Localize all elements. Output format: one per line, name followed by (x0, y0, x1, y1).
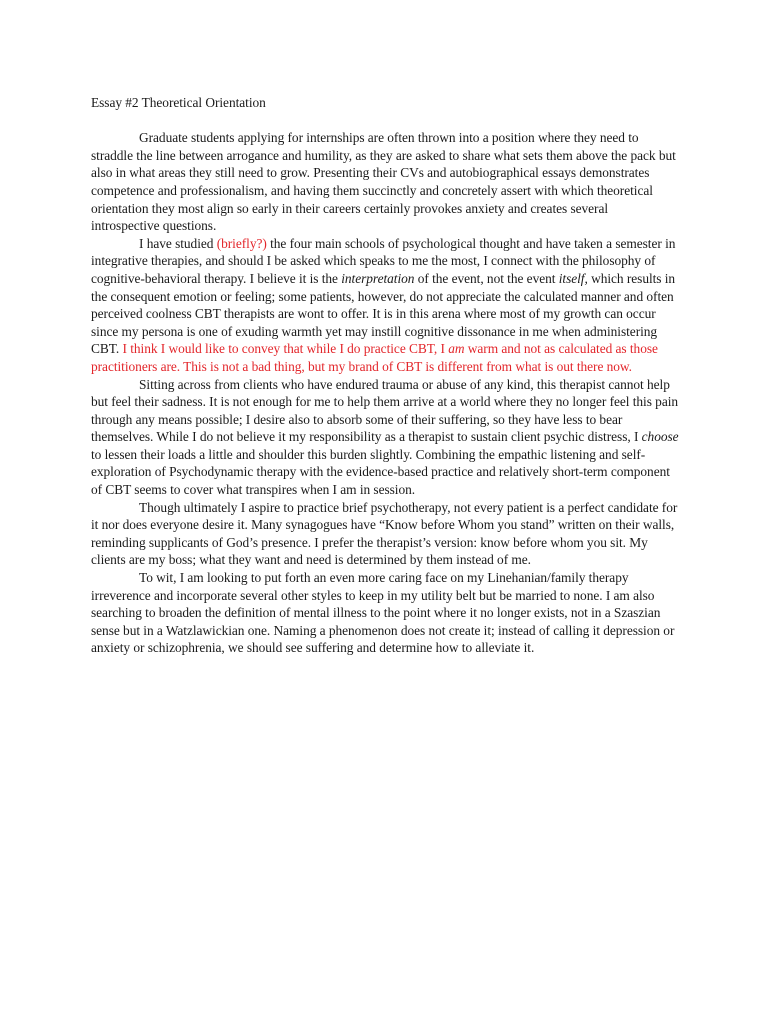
emphasis-itself: itself, (558, 270, 588, 286)
emphasis-choose: choose (641, 429, 679, 445)
paragraph-4: Though ultimately I aspire to practice brief psychotherapy, not every patient is a perfect candidate for it nor does everyone desire it. Many synagogues have “Know before Whom you stand” written on their walls, reminding supplicants of God’s presence. I prefer the therapist’s version: know before whom you sit. My clients are my boss; what they want and need is determined by them instead of me. (91, 499, 678, 568)
paragraph-3-text: Sitting across from clients who have endured trauma or abuse of any kind, this therapist cannot help but feel their sadness. It is not enough for me to help them arrive at a world where they no longer feel this pain through any means possible; I desire also to absorb some of their suffering, so they have less to bear themselves. While I do not believe it my responsibility as a therapist to sustain client psychic distress, I (91, 376, 679, 445)
paragraph-5: To wit, I am looking to put forth an even more caring face on my Linehanian/family therapy irreverence and incorporate several other styles to keep in my utility belt but be married to none. I am also searching to broaden the definition of mental illness to the point where it no longer exists, not in a Szaszian sense but in a Watzlawickian one. Naming a phenomenon does not create it; instead of calling it depression or anxiety or schizophrenia, we should see suffering and determine how to alleviate it. (91, 570, 675, 656)
paragraph-2 (91, 235, 679, 376)
red-emphasis-am: am (448, 341, 465, 357)
red-comment-text: warm and not as calculated as those practitioners are. This is not a bad thing, but my brand of CBT is different from what is out there now. (91, 341, 658, 374)
paragraph-2-text: the four main schools of psychological thought and have taken a semester in integrative therapies, and should I be asked which speaks to me the most, I connect with the philosophy of cognitive-behavioral therapy. I believe it is the (91, 235, 676, 286)
paragraph-2-text: of the event, not the event (414, 270, 559, 286)
essay-body (91, 94, 679, 657)
paragraph-3-text: to lessen their loads a little and shoulder this burden slightly. Combining the empathic listening and self-exploration of Psychodynamic therapy with the evidence-based practice and relatively short-term component of CBT seems to cover what transpires when I am in session. (91, 446, 670, 498)
paragraph-2-text: which results in the consequent emotion or feeling; some patients, however, do not appreciate the calculated manner and often perceived coolness CBT therapists are wont to offer. It is in this arena where most of my growth can occur since my persona is one of exuding warmth yet may instill cognitive dissonance in me when administering CBT. (91, 270, 676, 357)
emphasis-interpretation: interpretation (341, 270, 415, 286)
briefly-comment-text: (briefly?) (216, 235, 267, 251)
paragraph-1: Graduate students applying for internships are often thrown into a position where they need to straddle the line between arrogance and humility, as they are asked to share what sets them above the pack but also in what areas they still need to grow. Presenting their CVs and autobiographical essays demonstrates competence and professionalism, and having them succinctly and concretely assert with which theoretical orientation they most align so early in their careers certainly provokes anxiety and creates several introspective questions. (91, 130, 676, 234)
red-comment-text: I think I would like to convey that while I do practice CBT, I (122, 341, 449, 357)
paragraph-3 (91, 376, 679, 499)
paragraph-2-text: I have studied (139, 235, 217, 251)
essay-title: Essay #2 Theoretical Orientation (91, 95, 266, 110)
